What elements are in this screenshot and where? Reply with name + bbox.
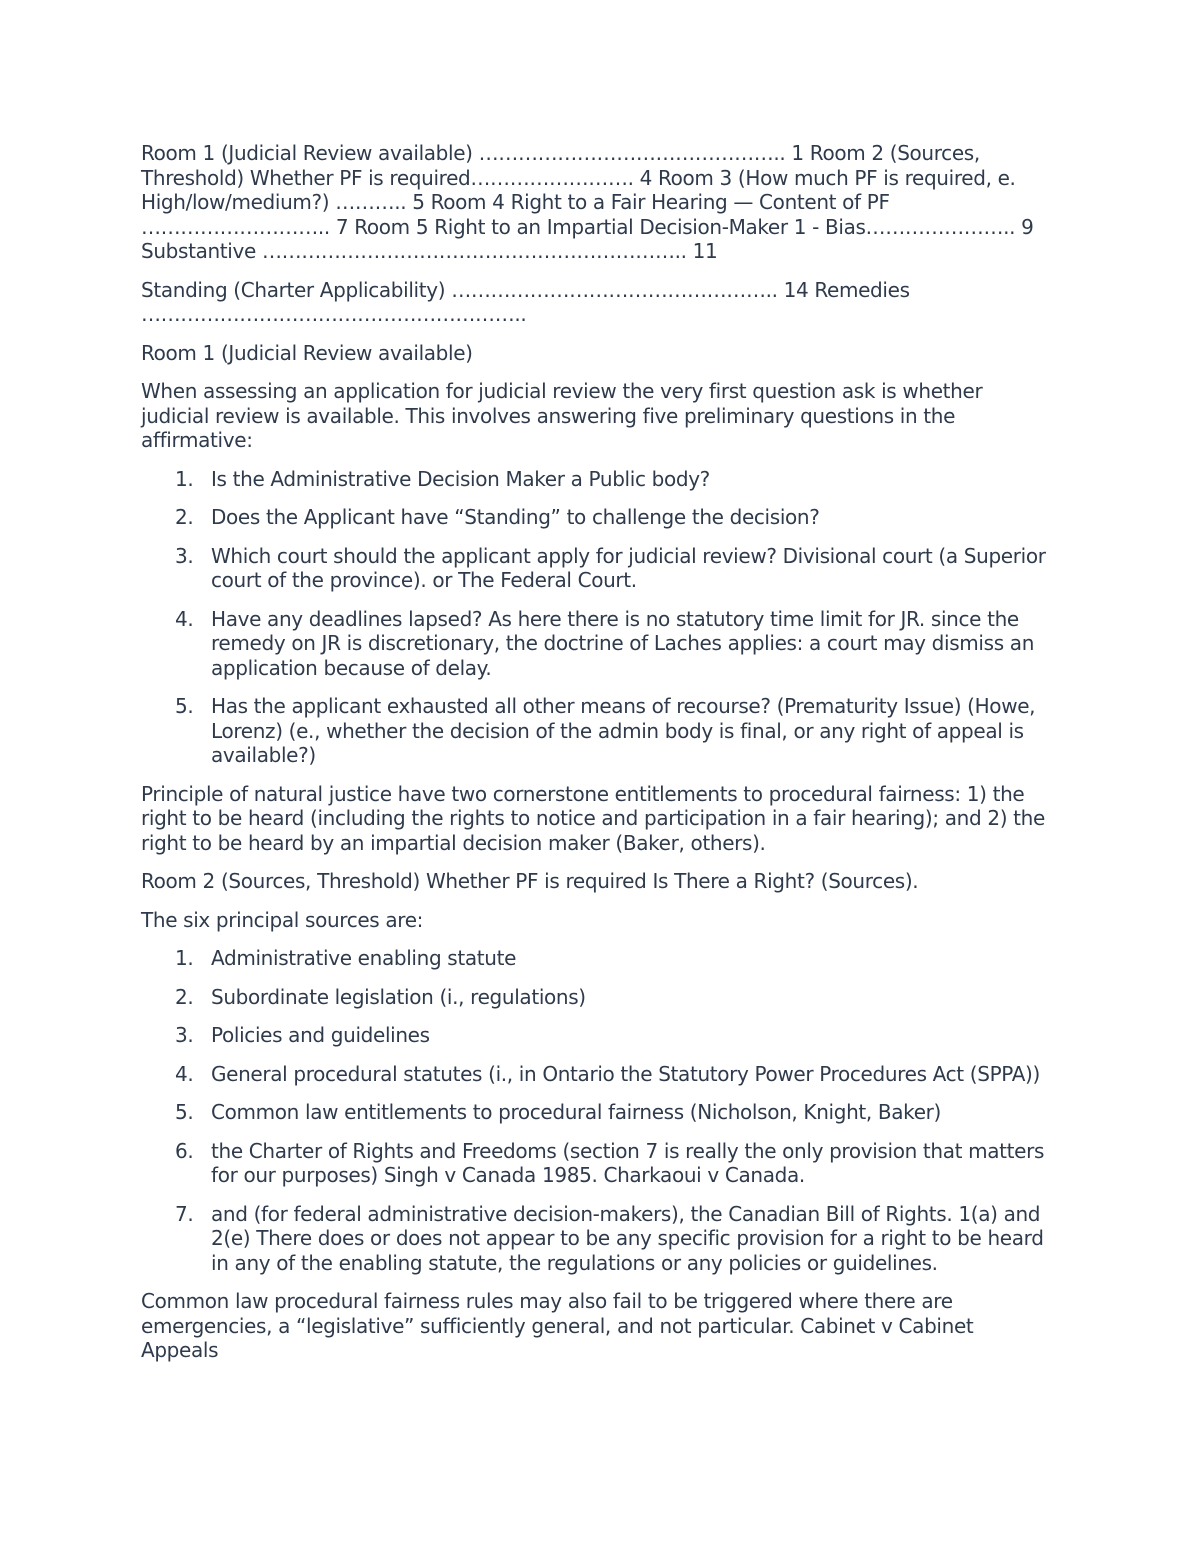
natural-justice-paragraph: Principle of natural justice have two cornerstone entitlements to procedural fairness: 1) the right to be heard (including the rights to notice and participation in a fair hearing); and 2) the right to be heard by an impartial decision maker (Baker, others). (141, 781, 1045, 855)
list-item-text: Common law entitlements to procedural fairness (Nicholson, Knight, Baker) (211, 1100, 941, 1124)
document-page (141, 141, 1056, 1377)
list-number: 3. (175, 543, 194, 568)
list-number: 1. (175, 946, 194, 970)
list-number: 1. (175, 466, 194, 491)
list-item (141, 544, 1056, 593)
sources-intro-paragraph: The six principal sources are: (141, 907, 424, 932)
list-number: 6. (175, 1138, 194, 1163)
section-intro-paragraph: When assessing an application for judicial review the very first question ask is whether judicial review is available. This involves answering five preliminary questions in the affirmative: (141, 379, 983, 452)
list-item (141, 1023, 1056, 1048)
list-item-text: Has the applicant exhausted all other means of recourse? (Prematurity Issue) (Howe, Lorenz) (e., whether the decision of the admin body is final, or any right of appeal is available?) (211, 694, 1036, 767)
list-item-text: General procedural statutes (i., in Ontario the Statutory Power Procedures Act (SPPA)) (211, 1061, 1040, 1086)
preliminary-questions-list (141, 467, 1056, 768)
list-item (141, 607, 1056, 681)
list-number: 3. (175, 1023, 194, 1047)
list-item-text: Which court should the applicant apply for judicial review? Divisional court (a Superior court of the province). or The Federal Court. (211, 543, 1046, 592)
list-item (141, 467, 1056, 492)
list-number: 4. (175, 606, 194, 631)
list-item (141, 946, 1056, 971)
list-item-text: Have any deadlines lapsed? As here there is no statutory time limit for JR. since the remedy on JR is discretionary, the doctrine of Laches applies: a court may dismiss an application because of delay. (211, 606, 1035, 680)
list-number: 5. (175, 1100, 194, 1124)
closing-paragraph: Common law procedural fairness rules may also fail to be triggered where there are emergencies, a “legislative” sufficiently general, and not particular. Cabinet v Cabinet Appeals (141, 1289, 974, 1362)
list-item-text: the Charter of Rights and Freedoms (section 7 is really the only provision that matters for our purposes) Singh v Canada 1985. Charkaoui v Canada. (211, 1138, 1045, 1187)
list-item (141, 505, 1056, 530)
list-item (141, 1139, 1056, 1188)
list-number: 7. (175, 1201, 194, 1226)
list-item (141, 985, 1056, 1010)
section-heading-room-1: Room 1 (Judicial Review available) (141, 340, 473, 365)
list-number: 2. (175, 505, 194, 529)
list-item-text: Is the Administrative Decision Maker a Public body? (211, 466, 710, 491)
section-heading-room-2: Room 2 (Sources, Threshold) Whether PF is required Is There a Right? (Sources). (141, 869, 919, 893)
list-number: 5. (175, 694, 194, 718)
list-number: 4. (175, 1061, 194, 1086)
list-item (141, 1100, 1056, 1125)
table-of-contents-part-1: Room 1 (Judicial Review available) ……………………………………….. 1 Room 2 (Sources, Threshold) Whether PF is required……………………. 4 Room 3 (How much PF is required, e. High/low/medium?) ……….. 5 Room 4 Right to a Fair Hearing — Content of PF ……………………….. 7 Room 5 Right to an Impartial Decision-Maker 1 - Bias………………….. 9 Substantive ……………………………………………………….. 11 (141, 141, 1034, 263)
table-of-contents-part-2: Standing (Charter Applicability) ………………………………………….. 14 Remedies ………………………………………………….. (141, 277, 910, 326)
list-item (141, 1062, 1056, 1087)
list-item-text: and (for federal administrative decision-makers), the Canadian Bill of Rights. 1(a) and 2(e) There does or does not appear to be any specific provision for a right to be heard in any of the enabling statute, the regulations or any policies or guidelines. (211, 1201, 1044, 1275)
list-item-text: Subordinate legislation (i., regulations) (211, 984, 586, 1009)
list-item-text: Policies and guidelines (211, 1023, 430, 1047)
list-item (141, 1202, 1056, 1276)
list-item-text: Does the Applicant have “Standing” to challenge the decision? (211, 505, 820, 529)
list-number: 2. (175, 984, 194, 1009)
list-item-text: Administrative enabling statute (211, 946, 517, 970)
principal-sources-list (141, 946, 1056, 1275)
list-item (141, 694, 1056, 768)
